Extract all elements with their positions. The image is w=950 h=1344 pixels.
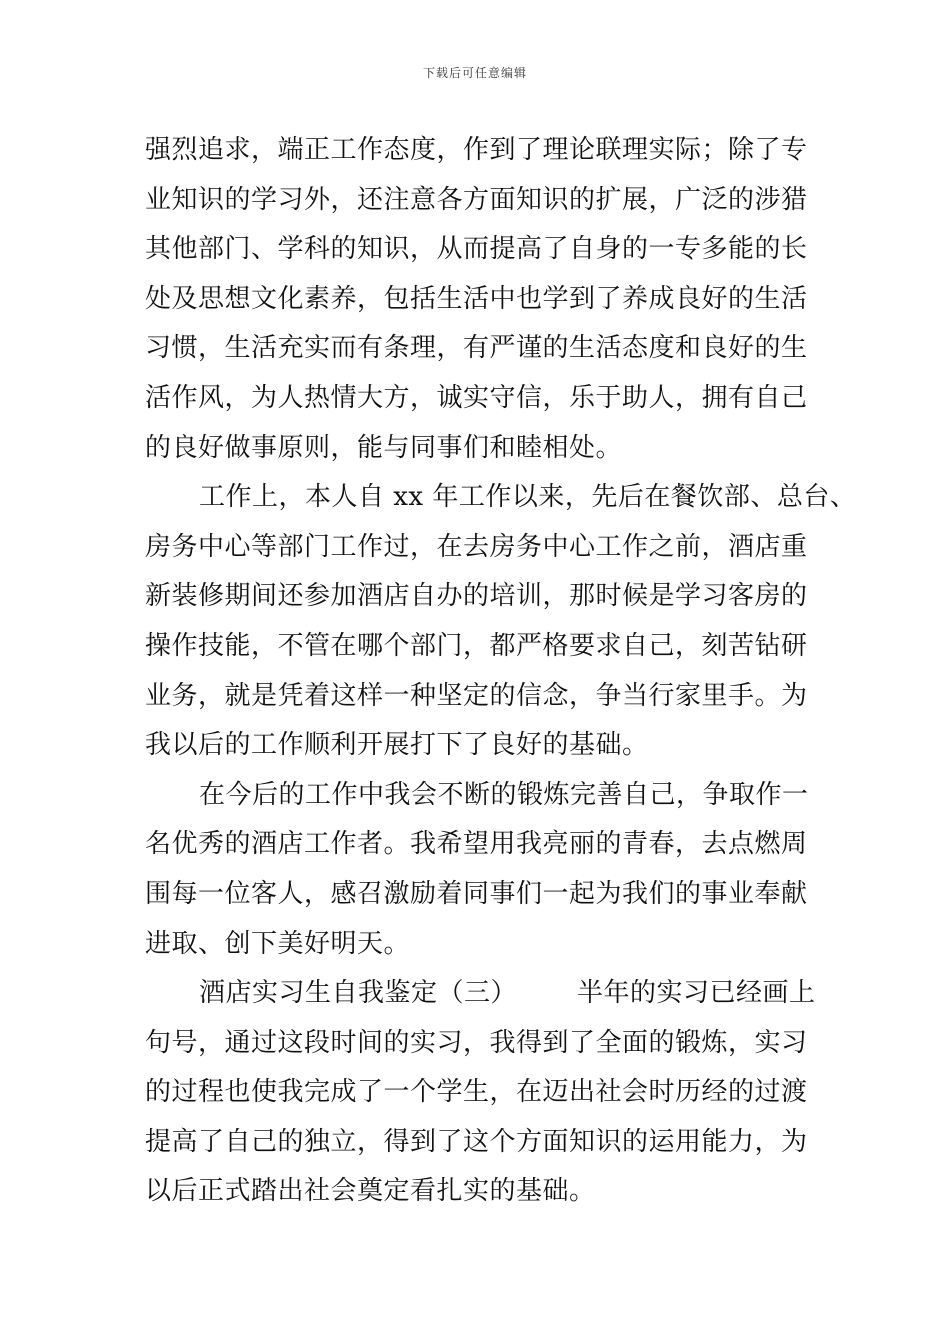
text-line: 的良好做事原则，能与同事们和睦相处。 xyxy=(145,432,623,463)
text-line: 提高了自己的独立，得到了这个方面知识的运用能力，为 xyxy=(145,1126,808,1157)
text-line: 习惯，生活充实而有条理，有严谨的生活态度和良好的生 xyxy=(145,333,808,364)
text-line: 工作上，本人自 xx 年工作以来，先后在餐饮部、总台、 xyxy=(199,482,857,513)
text-line: 强烈追求，端正工作态度，作到了理论联理实际；除了专 xyxy=(145,135,808,165)
section-heading: 酒店实习生自我鉴定（三） xyxy=(199,978,518,1009)
paragraph-4 xyxy=(145,969,845,1217)
text-line xyxy=(145,969,845,1019)
paragraph-2 xyxy=(145,473,857,771)
paragraph-1 xyxy=(145,126,845,473)
text-line: 活作风，为人热情大方，诚实守信，乐于助人，拥有自己 xyxy=(145,382,808,413)
text-line: 进取、创下美好明天。 xyxy=(145,928,411,959)
text-line: 房务中心等部门工作过，在去房务中心工作之前，酒店重 xyxy=(145,531,808,562)
text-line: 在今后的工作中我会不断的锻炼完善自己，争取作一 xyxy=(199,779,809,810)
text-line: 围每一位客人，感召激励着同事们一起为我们的事业奉献 xyxy=(145,878,808,909)
text-line: 的过程也使我完成了一个学生，在迈出社会时历经的过渡 xyxy=(145,1077,808,1108)
paragraph-3 xyxy=(145,771,845,969)
text-line: 处及思想文化素养，包括生活中也学到了养成良好的生活 xyxy=(145,283,808,314)
text-line: 其他部门、学科的知识，从而提高了自身的一专多能的长 xyxy=(145,234,808,265)
text-line: 业知识的学习外，还注意各方面知识的扩展，广泛的涉猎 xyxy=(145,184,808,215)
text-line: 业务，就是凭着这样一种坚定的信念，争当行家里手。为 xyxy=(145,680,808,711)
text-line: 我以后的工作顺利开展打下了良好的基础。 xyxy=(145,730,649,761)
page-header: 下载后可任意编辑 xyxy=(422,66,527,80)
text-line: 句号，通过这段时间的实习，我得到了全面的锻炼，实习 xyxy=(145,1027,808,1058)
text-line: 名优秀的酒店工作者。我希望用我亮丽的青春，去点燃周 xyxy=(145,829,808,860)
text-line: 新装修期间还参加酒店自办的培训，那时候是学习客房的 xyxy=(145,581,808,612)
document-body xyxy=(145,126,857,1217)
text-span: 半年的实习已经画上 xyxy=(577,978,816,1009)
text-line: 以后正式踏出社会奠定看扎实的基础。 xyxy=(145,1176,596,1207)
text-line: 操作技能，不管在哪个部门，都严格要求自己，刻苦钻研 xyxy=(145,630,808,661)
